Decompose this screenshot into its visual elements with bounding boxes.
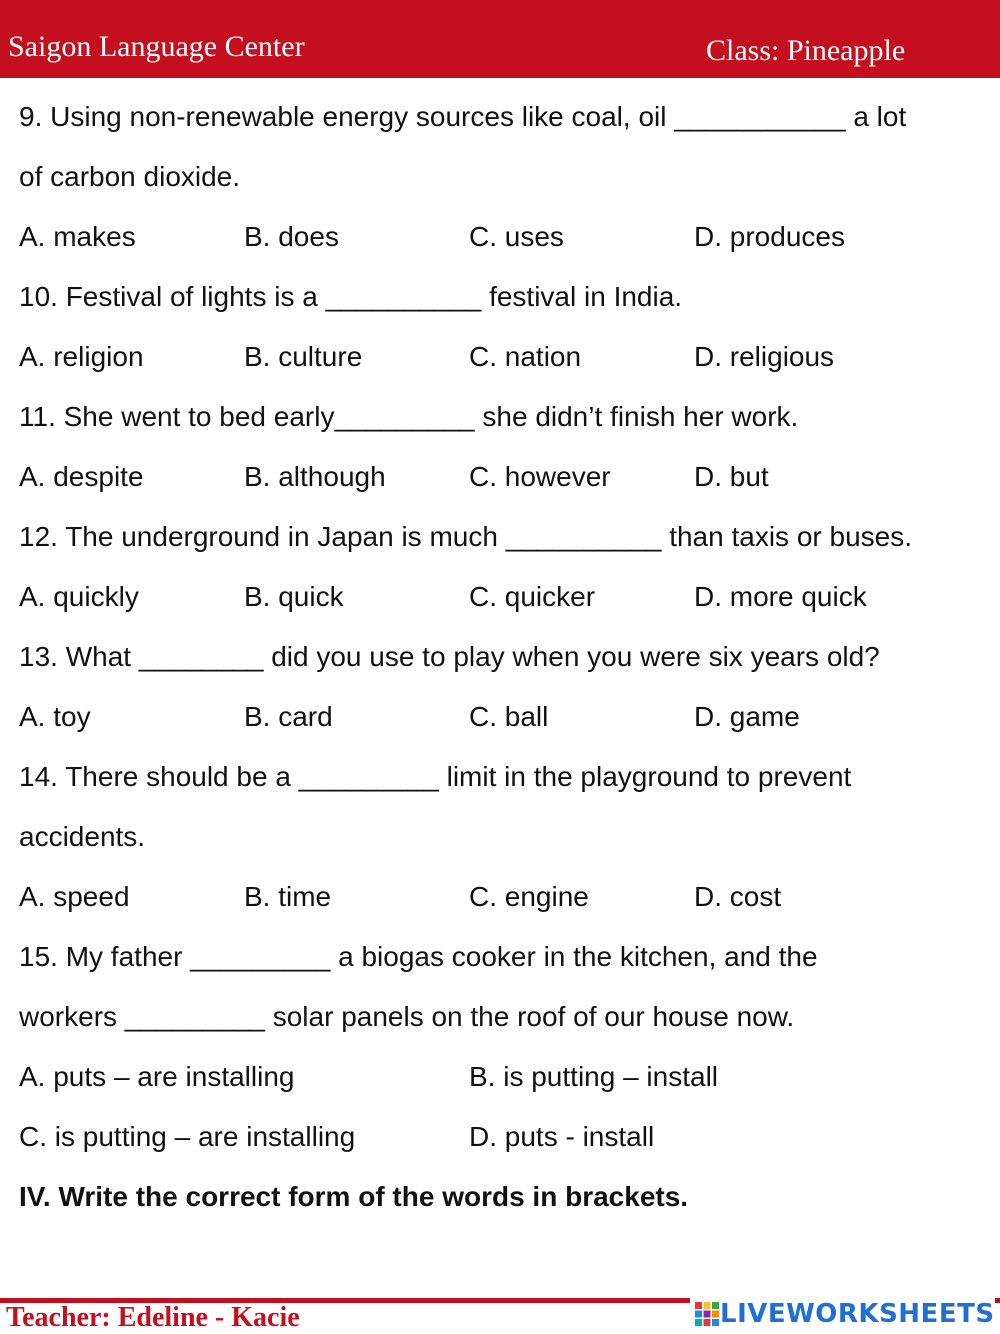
liveworksheets-grid-icon [694,1301,720,1327]
option-c[interactable]: C. nation [469,341,582,372]
question-10-options [19,327,989,387]
option-a[interactable]: A. religion [19,341,144,372]
question-15-line-2: workers _________ solar panels on the roof of our house now. [19,1001,795,1032]
option-b[interactable]: B. quick [244,581,344,612]
option-a[interactable]: A. quickly [19,581,139,612]
question-13-line-1: 13. What ________ did you use to play when you were six years old? [19,641,880,672]
option-d[interactable]: D. but [694,461,769,492]
question-9-line-2: of carbon dioxide. [19,161,241,192]
option-c[interactable]: C. engine [469,881,589,912]
option-c[interactable]: C. is putting – are installing [19,1121,356,1152]
liveworksheets-watermark: LIVEWORKSHEETS [720,1299,995,1329]
question-15-options-ab [19,1047,989,1107]
question-15-line-1: 15. My father _________ a biogas cooker in the kitchen, and the [19,941,818,972]
question-13-options [19,687,989,747]
question-9-options [19,207,989,267]
question-14-options [19,867,989,927]
option-c[interactable]: C. uses [469,221,564,252]
option-a[interactable]: A. puts – are installing [19,1061,295,1092]
option-d[interactable]: D. religious [694,341,835,372]
option-b[interactable]: B. does [244,221,339,252]
question-11-line-1: 11. She went to bed early_________ she didn’t finish her work. [19,401,799,432]
question-12-options [19,567,989,627]
option-d[interactable]: D. produces [694,221,845,252]
option-b[interactable]: B. card [244,701,333,732]
question-10-line-1: 10. Festival of lights is a __________ festival in India. [19,281,683,312]
class-label: Class: Pineapple [706,34,906,67]
question-15-options-cd [19,1107,989,1167]
header-divider [0,78,1000,81]
option-d[interactable]: D. more quick [694,581,867,612]
option-d[interactable]: D. game [694,701,800,732]
option-a[interactable]: A. despite [19,461,144,492]
option-c[interactable]: C. ball [469,701,549,732]
question-14-line-1: 14. There should be a _________ limit in the playground to prevent [19,761,852,792]
worksheet-content [19,87,989,1227]
option-b[interactable]: B. culture [244,341,363,372]
question-11-options [19,447,989,507]
section-heading: IV. Write the correct form of the words in brackets. [19,1181,689,1212]
brand-title: Saigon Language Center [8,30,305,63]
question-12-line-1: 12. The underground in Japan is much __________ than taxis or buses. [19,521,912,552]
liveworksheets-logo [690,1296,995,1332]
option-a[interactable]: A. speed [19,881,130,912]
question-14-line-2: accidents. [19,821,146,852]
option-b[interactable]: B. although [244,461,386,492]
option-a[interactable]: A. toy [19,701,91,732]
option-b[interactable]: B. is putting – install [469,1061,719,1092]
header-bar [0,0,1000,78]
option-c[interactable]: C. quicker [469,581,596,612]
option-a[interactable]: A. makes [19,221,136,252]
option-b[interactable]: B. time [244,881,332,912]
option-d[interactable]: D. puts - install [469,1121,655,1152]
option-c[interactable]: C. however [469,461,611,492]
option-d[interactable]: D. cost [694,881,782,912]
teacher-credit: Teacher: Edeline - Kacie [6,1302,300,1333]
question-9-line-1: 9. Using non-renewable energy sources like coal, oil ___________ a lot [19,101,907,132]
